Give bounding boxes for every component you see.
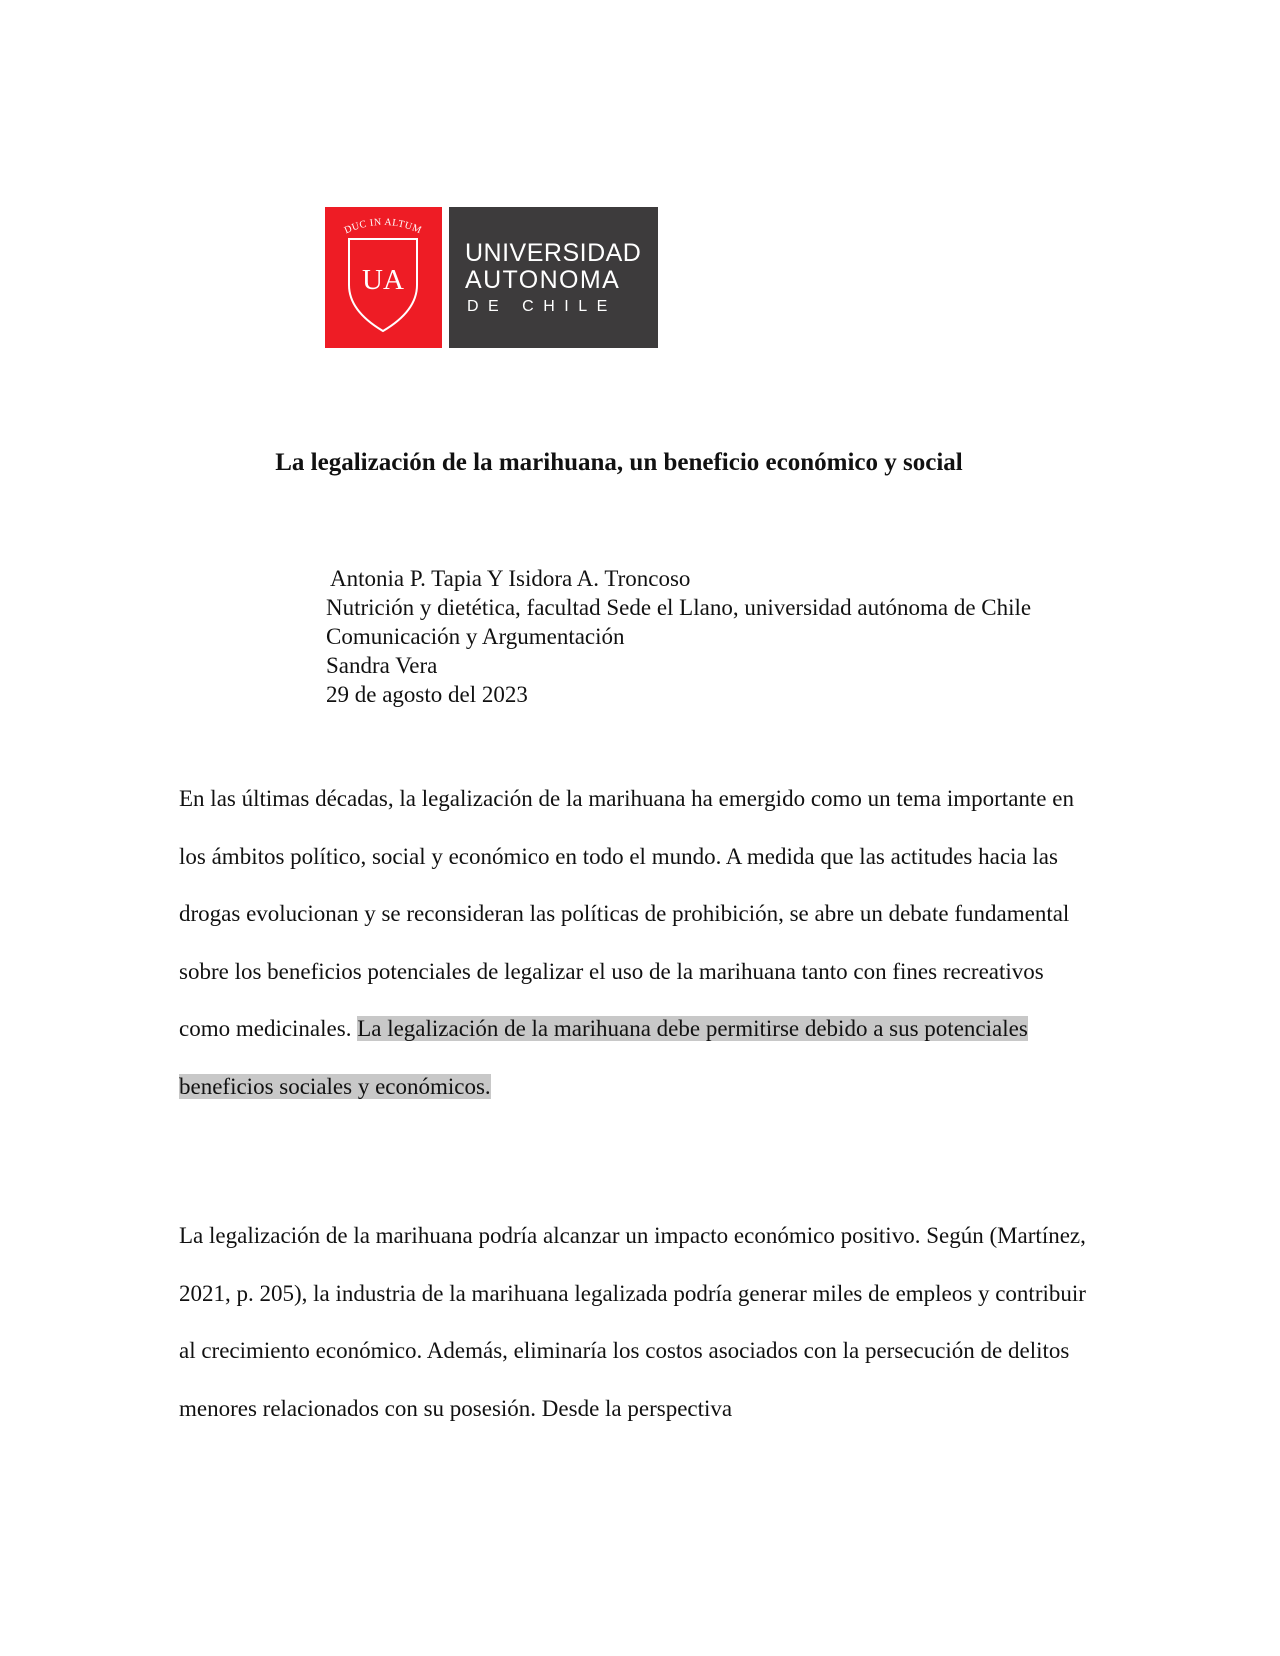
paragraph-introduction-text: En las últimas décadas, la legalización de la marihuana ha emergido como un tema importante en los ámbitos político, social y económico en todo el mundo. A medida que las actitudes hacia las drogas evolucionan y se reconsideran las políticas de prohibición, se abre un debate fundamental sobre los beneficios potenciales de legalizar el uso de la marihuana tanto con fines recreativos como medicinales. [179,786,1074,1041]
paragraph-economic: La legalización de la marihuana podría alcanzar un impacto económico positivo. Según (Martínez, 2021, p. 205), la industria de la marihuana legalizada podría generar miles de empleos y contribuir al crecimiento económico. Además, eliminaría los costos asociados con la persecución de delitos menores relacionados con su posesión. Desde la perspectiva [179,1223,1086,1421]
document-title: La legalización de la marihuana, un beneficio económico y social [275,449,963,476]
date: 29 de agosto del 2023 [326,682,528,707]
university-logo [325,207,658,348]
affiliation: Nutrición y dietética, facultad Sede el Llano, universidad autónoma de Chile [326,595,1032,620]
logo-initials: UA [362,264,404,296]
paragraph-introduction [179,770,1099,1115]
thesis-highlight: La legalización de la marihuana debe permitirse debido a sus potenciales beneficios sociales y económicos. [179,1016,1028,1099]
logo-motto: DUC IN ALTUM [342,216,424,237]
course: Comunicación y Argumentación [326,624,625,649]
logo-line-2: AUTONOMA [465,266,621,294]
logo-line-3: DE CHILE [467,298,617,315]
author-block [326,564,1226,709]
instructor: Sandra Vera [326,653,438,678]
logo-line-1: UNIVERSIDAD [465,239,642,267]
authors: Antonia P. Tapia Y Isidora A. Troncoso [330,566,691,591]
